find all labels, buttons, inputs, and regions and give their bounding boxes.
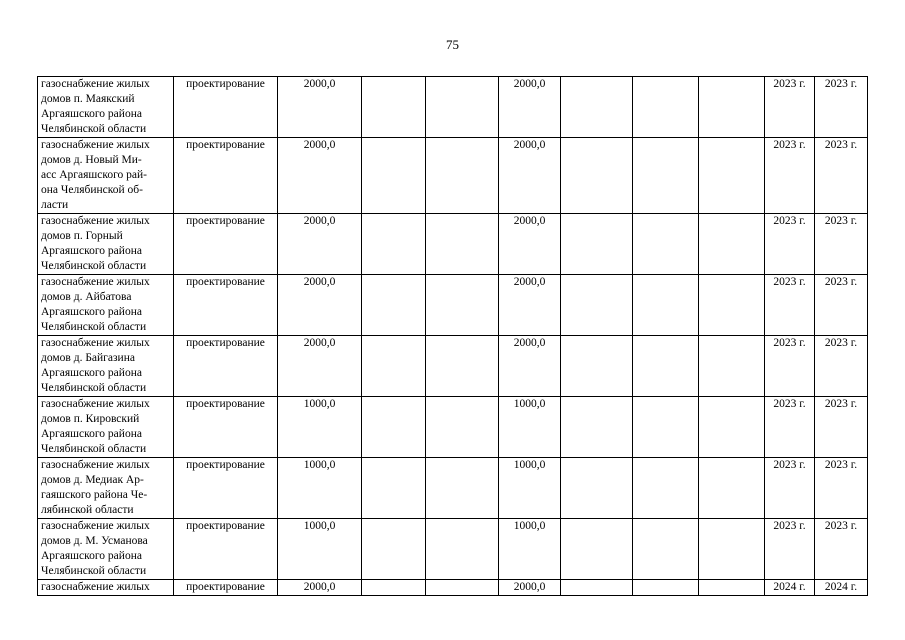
empty-cell (561, 214, 633, 275)
start-year-cell: 2023 г. (765, 275, 815, 336)
object-name-line: она Челябинской об- (41, 184, 143, 196)
regional-budget-cell: 2000,0 (499, 580, 561, 596)
empty-cell (426, 138, 499, 214)
empty-cell (633, 336, 699, 397)
object-name-line: Челябинской области (41, 321, 147, 333)
table-row (38, 458, 868, 519)
end-year-cell: 2023 г. (815, 77, 868, 138)
start-year-cell: 2023 г. (765, 458, 815, 519)
empty-cell (633, 580, 699, 596)
stage-cell: проектирование (174, 519, 278, 580)
start-year-cell: 2023 г. (765, 77, 815, 138)
object-name-line: Челябинской области (41, 565, 147, 577)
empty-cell (633, 397, 699, 458)
object-name-line: ласти (41, 199, 69, 211)
object-name-line: домов п. Маякский (41, 93, 135, 105)
start-year-cell: 2023 г. (765, 519, 815, 580)
table-row (38, 397, 868, 458)
object-name-cell (38, 580, 174, 596)
object-name-line: Аргаяшского района (41, 550, 142, 562)
empty-cell (362, 336, 426, 397)
object-name-line: Челябинской области (41, 123, 147, 135)
empty-cell (699, 397, 765, 458)
object-name-line: газоснабжение жилых (41, 459, 150, 471)
empty-cell (362, 275, 426, 336)
empty-cell (426, 275, 499, 336)
object-name-line: Аргаяшского района (41, 306, 142, 318)
empty-cell (362, 77, 426, 138)
object-name-cell (38, 214, 174, 275)
object-name-cell (38, 275, 174, 336)
object-name-line: газоснабжение жилых (41, 276, 150, 288)
empty-cell (561, 519, 633, 580)
empty-cell (699, 214, 765, 275)
end-year-cell: 2023 г. (815, 397, 868, 458)
total-cell: 2000,0 (278, 214, 362, 275)
empty-cell (426, 458, 499, 519)
empty-cell (561, 77, 633, 138)
end-year-cell: 2023 г. (815, 275, 868, 336)
object-name-line: домов п. Кировский (41, 413, 140, 425)
empty-cell (633, 519, 699, 580)
empty-cell (561, 275, 633, 336)
total-cell: 2000,0 (278, 77, 362, 138)
object-name-cell (38, 519, 174, 580)
total-cell: 2000,0 (278, 336, 362, 397)
object-name-line: Аргаяшского района (41, 108, 142, 120)
object-name-line: Аргаяшского района (41, 428, 142, 440)
empty-cell (633, 458, 699, 519)
object-name-line: гаяшского района Че- (41, 489, 148, 501)
stage-cell: проектирование (174, 580, 278, 596)
table-row (38, 138, 868, 214)
regional-budget-cell: 2000,0 (499, 336, 561, 397)
empty-cell (699, 458, 765, 519)
object-name-line: Аргаяшского района (41, 245, 142, 257)
regional-budget-cell: 2000,0 (499, 214, 561, 275)
total-cell: 1000,0 (278, 397, 362, 458)
total-cell: 1000,0 (278, 519, 362, 580)
empty-cell (362, 138, 426, 214)
empty-cell (699, 138, 765, 214)
object-name-line: домов д. Байгазина (41, 352, 135, 364)
empty-cell (426, 519, 499, 580)
end-year-cell: 2023 г. (815, 458, 868, 519)
table-row (38, 580, 868, 596)
stage-cell: проектирование (174, 214, 278, 275)
total-cell: 1000,0 (278, 458, 362, 519)
stage-cell: проектирование (174, 77, 278, 138)
start-year-cell: 2023 г. (765, 138, 815, 214)
empty-cell (633, 214, 699, 275)
regional-budget-cell: 2000,0 (499, 138, 561, 214)
end-year-cell: 2023 г. (815, 519, 868, 580)
table-body (38, 77, 868, 596)
object-name-line: Аргаяшского района (41, 367, 142, 379)
regional-budget-cell: 1000,0 (499, 519, 561, 580)
object-name-line: домов д. Медиак Ар- (41, 474, 144, 486)
table-row (38, 519, 868, 580)
object-name-line: Челябинской области (41, 443, 147, 455)
table-row (38, 77, 868, 138)
end-year-cell: 2023 г. (815, 336, 868, 397)
start-year-cell: 2023 г. (765, 397, 815, 458)
total-cell: 2000,0 (278, 275, 362, 336)
object-name-cell (38, 397, 174, 458)
empty-cell (633, 138, 699, 214)
empty-cell (699, 336, 765, 397)
object-name-line: домов п. Горный (41, 230, 123, 242)
empty-cell (561, 397, 633, 458)
empty-cell (561, 580, 633, 596)
object-name-cell (38, 336, 174, 397)
empty-cell (426, 336, 499, 397)
empty-cell (362, 214, 426, 275)
stage-cell: проектирование (174, 275, 278, 336)
start-year-cell: 2023 г. (765, 214, 815, 275)
object-name-line: домов д. Новый Ми- (41, 154, 142, 166)
end-year-cell: 2023 г. (815, 214, 868, 275)
table-row (38, 214, 868, 275)
table-row (38, 336, 868, 397)
stage-cell: проектирование (174, 397, 278, 458)
object-name-line: домов д. Айбатова (41, 291, 132, 303)
empty-cell (699, 275, 765, 336)
stage-cell: проектирование (174, 458, 278, 519)
object-name-line: лябинской области (41, 504, 134, 516)
stage-cell: проектирование (174, 138, 278, 214)
empty-cell (561, 138, 633, 214)
total-cell: 2000,0 (278, 580, 362, 596)
object-name-cell (38, 138, 174, 214)
empty-cell (699, 519, 765, 580)
table-row (38, 275, 868, 336)
regional-budget-cell: 2000,0 (499, 275, 561, 336)
empty-cell (362, 519, 426, 580)
financing-table (37, 76, 868, 596)
object-name-cell (38, 77, 174, 138)
empty-cell (561, 458, 633, 519)
empty-cell (633, 77, 699, 138)
object-name-line: газоснабжение жилых (41, 78, 150, 90)
empty-cell (633, 275, 699, 336)
empty-cell (561, 336, 633, 397)
end-year-cell: 2023 г. (815, 138, 868, 214)
regional-budget-cell: 1000,0 (499, 397, 561, 458)
object-name-line: газоснабжение жилых (41, 398, 150, 410)
empty-cell (699, 580, 765, 596)
stage-cell: проектирование (174, 336, 278, 397)
object-name-line: газоснабжение жилых (41, 520, 150, 532)
empty-cell (426, 397, 499, 458)
object-name-line: газоснабжение жилых (41, 581, 150, 593)
object-name-line: газоснабжение жилых (41, 215, 150, 227)
empty-cell (362, 580, 426, 596)
regional-budget-cell: 1000,0 (499, 458, 561, 519)
object-name-cell (38, 458, 174, 519)
start-year-cell: 2023 г. (765, 336, 815, 397)
object-name-line: асс Аргаяшского рай- (41, 169, 147, 181)
empty-cell (699, 77, 765, 138)
empty-cell (426, 580, 499, 596)
empty-cell (362, 458, 426, 519)
total-cell: 2000,0 (278, 138, 362, 214)
object-name-line: домов д. М. Усманова (41, 535, 148, 547)
empty-cell (426, 77, 499, 138)
end-year-cell: 2024 г. (815, 580, 868, 596)
regional-budget-cell: 2000,0 (499, 77, 561, 138)
start-year-cell: 2024 г. (765, 580, 815, 596)
object-name-line: газоснабжение жилых (41, 139, 150, 151)
empty-cell (362, 397, 426, 458)
object-name-line: Челябинской области (41, 260, 147, 272)
object-name-line: газоснабжение жилых (41, 337, 150, 349)
object-name-line: Челябинской области (41, 382, 147, 394)
empty-cell (426, 214, 499, 275)
page-number: 75 (446, 37, 459, 52)
